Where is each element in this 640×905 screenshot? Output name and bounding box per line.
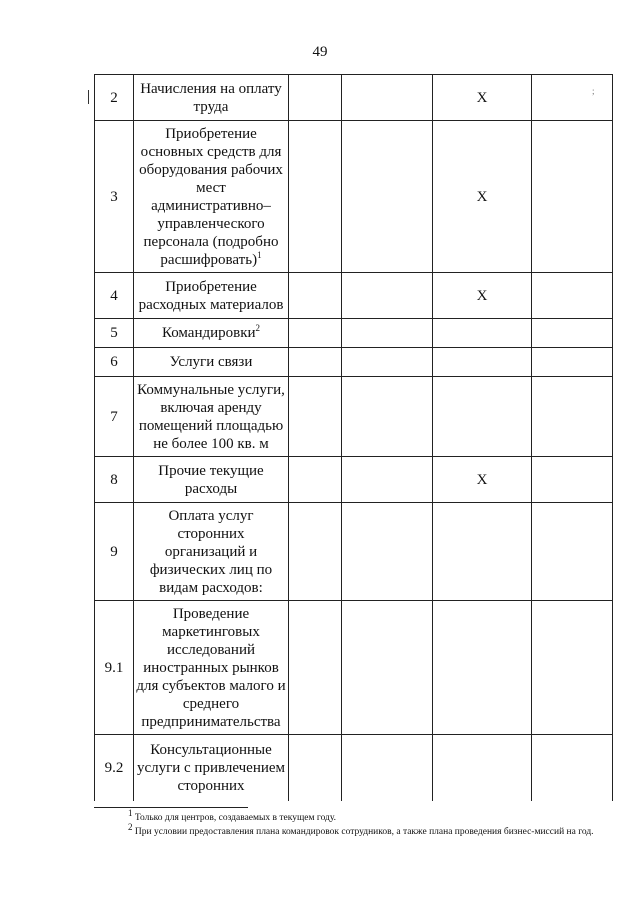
cell-col-6	[532, 601, 613, 735]
row-number: 2	[95, 75, 134, 121]
cell-col-4	[342, 348, 433, 377]
table-row	[95, 75, 613, 121]
table-row	[95, 348, 613, 377]
expense-name: Коммунальные услуги, включая аренду помещений площадью не более 100 кв. м	[134, 377, 289, 457]
cell-col-6	[532, 75, 613, 121]
footnote-divider	[94, 807, 248, 808]
cell-col-3	[289, 457, 342, 503]
cell-col-5	[433, 601, 532, 735]
cell-col-3	[289, 377, 342, 457]
expense-name: Прочие текущие расходы	[134, 457, 289, 503]
expense-name: Консультационные услуги с привлечением сторонних	[134, 735, 289, 801]
cell-col-4	[342, 601, 433, 735]
cell-col-3	[289, 348, 342, 377]
cell-col-5	[433, 319, 532, 348]
footnote	[94, 821, 614, 839]
cell-col-6	[532, 319, 613, 348]
footnote-text: При условии предоставления плана командировок сотрудников, а также плана проведения бизнес-миссий на год.	[134, 827, 594, 837]
cell-col-5: X	[433, 75, 532, 121]
cell-col-6	[532, 121, 613, 273]
cell-col-4	[342, 377, 433, 457]
table-row	[95, 377, 613, 457]
row-number: 9.2	[95, 735, 134, 801]
table-row	[95, 273, 613, 319]
margin-mark	[88, 90, 89, 104]
cell-col-4	[342, 273, 433, 319]
table-row	[95, 457, 613, 503]
stray-mark: ;	[592, 86, 595, 96]
row-number: 6	[95, 348, 134, 377]
cell-col-5: X	[433, 457, 532, 503]
expense-name: Начисления на оплату труда	[134, 75, 289, 121]
cell-col-4	[342, 735, 433, 801]
cell-col-6	[532, 273, 613, 319]
row-number: 5	[95, 319, 134, 348]
cell-col-4	[342, 503, 433, 601]
table-row	[95, 601, 613, 735]
cell-col-4	[342, 75, 433, 121]
cell-col-3	[289, 319, 342, 348]
footnote	[94, 807, 614, 825]
row-number: 3	[95, 121, 134, 273]
cell-col-5	[433, 735, 532, 801]
row-number: 9	[95, 503, 134, 601]
cell-col-5	[433, 348, 532, 377]
footnote-mark: 1	[128, 807, 133, 818]
row-number: 9.1	[95, 601, 134, 735]
row-number: 4	[95, 273, 134, 319]
cell-col-5	[433, 503, 532, 601]
expense-name: Командировки$^2$	[134, 319, 289, 348]
cell-col-6	[532, 348, 613, 377]
table-row	[95, 121, 613, 273]
cell-col-6	[532, 735, 613, 801]
expense-name: Оплата услуг сторонних организаций и физических лиц по видам расходов:	[134, 503, 289, 601]
row-number: 7	[95, 377, 134, 457]
table-row	[95, 319, 613, 348]
footnote-ref: 2	[255, 323, 261, 333]
expense-name: Услуги связи	[134, 348, 289, 377]
cell-col-4	[342, 319, 433, 348]
row-number: 8	[95, 457, 134, 503]
cell-col-3	[289, 273, 342, 319]
footnotes	[94, 807, 614, 839]
cell-col-3	[289, 503, 342, 601]
cell-col-5: X	[433, 273, 532, 319]
footnote-text: Только для центров, создаваемых в текущем году.	[134, 813, 337, 823]
table-row	[95, 735, 613, 801]
cell-col-3	[289, 735, 342, 801]
cell-col-5: X	[433, 121, 532, 273]
cell-col-5	[433, 377, 532, 457]
footnote-mark: 2	[128, 821, 133, 832]
expense-name: Приобретение расходных материалов	[134, 273, 289, 319]
page-number: 49	[312, 44, 328, 60]
table-row	[95, 503, 613, 601]
expense-name: Проведение маркетинговых исследований иностранных рынков для субъектов малого и среднего предпринимательства	[134, 601, 289, 735]
footnote-ref: 1	[257, 249, 262, 260]
cell-col-4	[342, 457, 433, 503]
cell-col-6	[532, 377, 613, 457]
cell-col-6	[532, 457, 613, 503]
expense-name: Приобретение основных средств для оборудования рабочих мест административно–управленческого персонала (подробно расшифровать)$^1$	[134, 121, 289, 273]
cell-col-3	[289, 121, 342, 273]
cell-col-3	[289, 75, 342, 121]
cell-col-3	[289, 601, 342, 735]
cell-col-6	[532, 503, 613, 601]
expense-table	[94, 74, 613, 801]
cell-col-4	[342, 121, 433, 273]
